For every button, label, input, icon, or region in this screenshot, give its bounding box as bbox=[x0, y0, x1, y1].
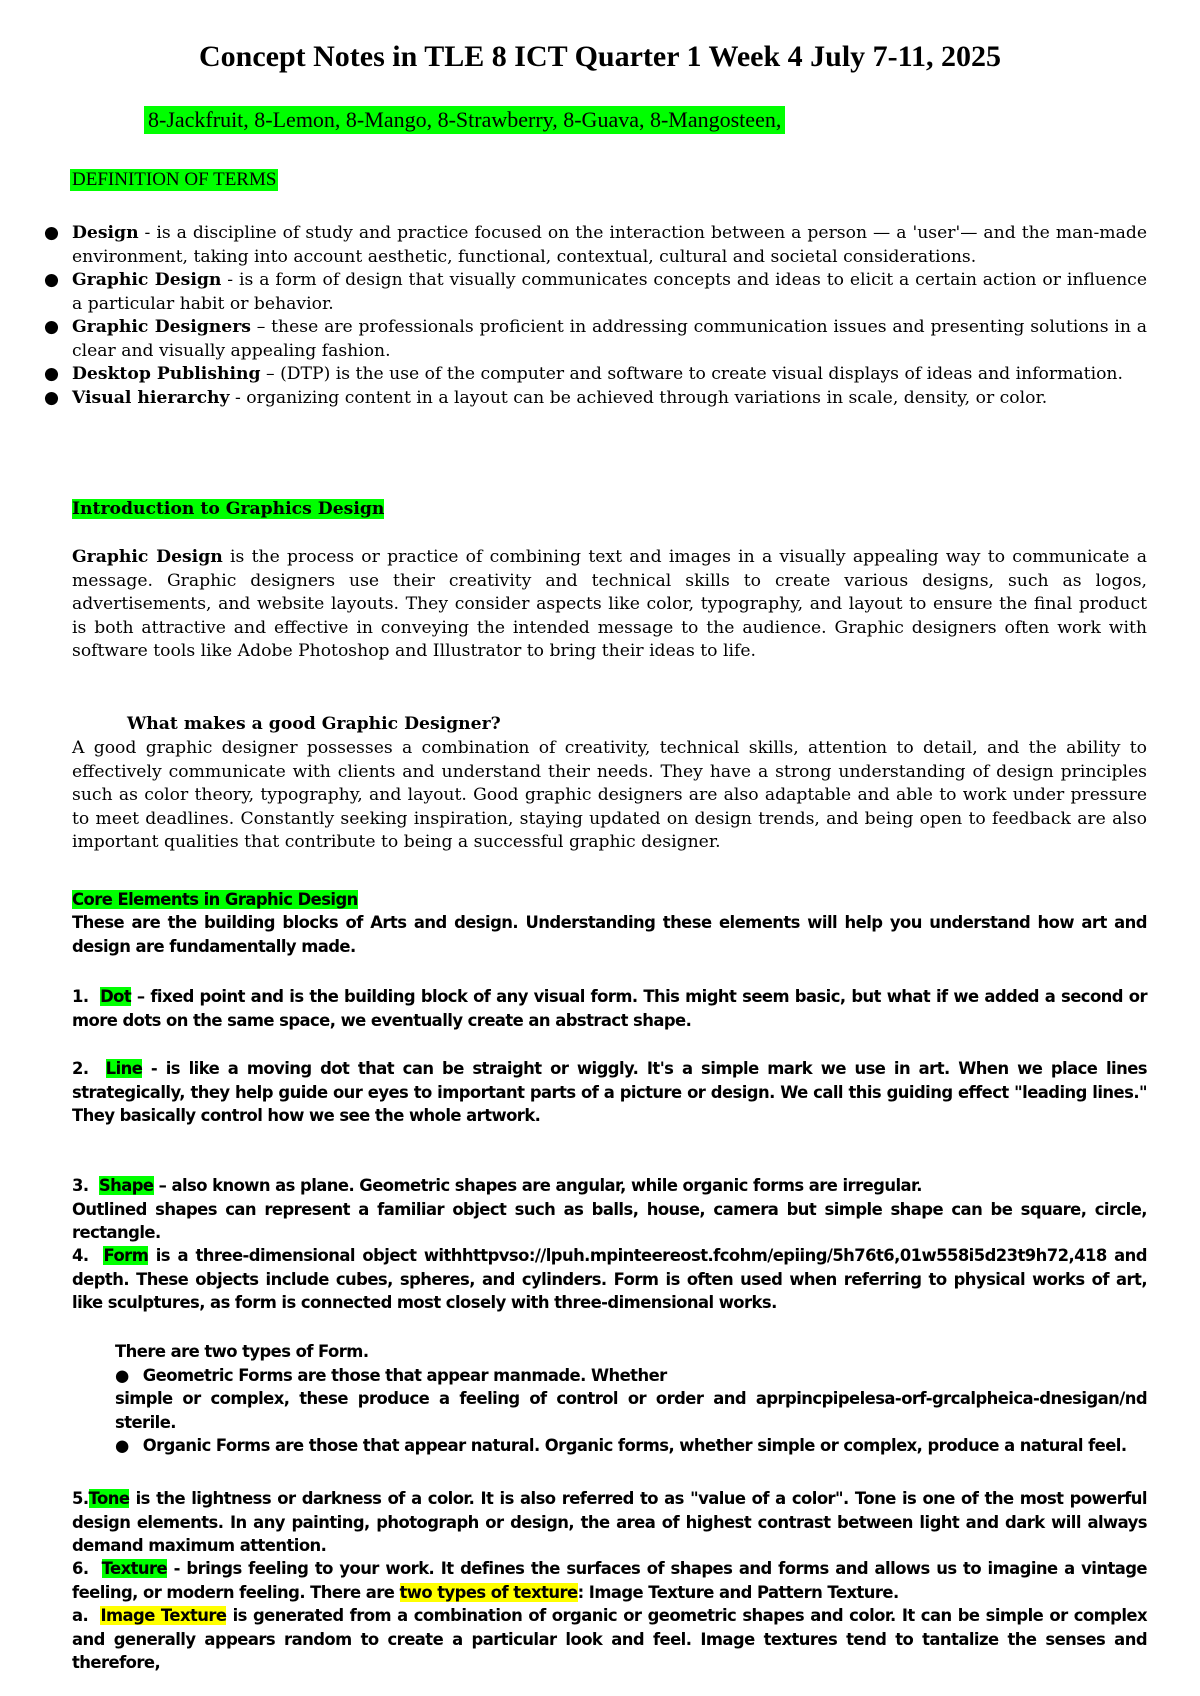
texture-text-a: - brings feeling to your work. It defines the surfaces of shapes and forms and allows us to imagine a vintage feeling, or modern feeling. There are bbox=[72, 1559, 1147, 1602]
definitions-heading: DEFINITION OF TERMS bbox=[72, 169, 277, 190]
element-image-texture bbox=[72, 1604, 1147, 1675]
bullet-icon: ● bbox=[44, 270, 59, 290]
page-title: Concept Notes in TLE 8 ICT Quarter 1 Week 4 July 7-11, 2025 bbox=[198, 40, 1001, 73]
line-term: Line bbox=[105, 1059, 143, 1078]
definition-term: Design bbox=[72, 223, 139, 243]
core-heading-block bbox=[72, 888, 1147, 912]
element-shape bbox=[72, 1174, 1147, 1245]
dot-term: Dot bbox=[100, 987, 132, 1006]
class-sections: 8-Jackfruit, 8-Lemon, 8-Mango, 8-Strawberry, 8-Guava, 8-Mangosteen, bbox=[144, 106, 785, 134]
organic-forms-text: Organic Forms are those that appear natural. Organic forms, whether simple or complex, produce a natural feel. bbox=[142, 1436, 1127, 1455]
item-number: 4. bbox=[72, 1246, 89, 1265]
bullet-icon: ● bbox=[44, 387, 59, 408]
definition-text: - is a discipline of study and practice focused on the interaction between a person — a 'user'— and the man-made environment, taking into account aesthetic, functional, contextual, cultural and societal considerations. bbox=[72, 223, 1147, 267]
bullet-icon: ● bbox=[115, 1365, 129, 1385]
item-number: 1. bbox=[72, 987, 89, 1006]
tone-term: Tone bbox=[88, 1489, 130, 1508]
definition-item bbox=[44, 269, 1147, 316]
bullet-icon: ● bbox=[44, 317, 59, 337]
form-term: Form bbox=[103, 1246, 149, 1265]
definition-text: – these are professionals proficient in addressing communication issues and presenting solutions in a clear and visually appealing fashion. bbox=[72, 317, 1148, 361]
core-heading: Core Elements in Graphic Design bbox=[72, 890, 358, 909]
definition-text: – (DTP) is the use of the computer and software to create visual displays of ideas and information. bbox=[260, 364, 1123, 384]
organic-forms bbox=[72, 1434, 1147, 1458]
image-texture-term: Image Texture bbox=[100, 1606, 227, 1625]
texture-term: Texture bbox=[101, 1559, 168, 1578]
good-designer-heading: What makes a good Graphic Designer? bbox=[127, 714, 501, 734]
tone-text: is the lightness or darkness of a color. It is also referred to as "value of a color". Tone is one of the most powerful design elements. In any painting, photograph or design, the area of highest contrast between light and dark will always demand maximum attention. bbox=[72, 1489, 1147, 1555]
form-types bbox=[72, 1340, 1147, 1458]
definition-term: Visual hierarchy bbox=[72, 387, 230, 408]
image-texture-text: is generated from a combination of organic or geometric shapes and color. It can be simple or complex and generally appears random to create a particular look and feel. Image textures tend to tantalize the senses and therefore, bbox=[72, 1606, 1147, 1672]
bullet-icon: ● bbox=[115, 1436, 129, 1455]
definition-term: Graphic Designers bbox=[72, 317, 251, 337]
element-texture bbox=[72, 1557, 1147, 1604]
definition-text: - is a form of design that visually communicates concepts and ideas to elicit a certain action or influence a particular habit or behavior. bbox=[72, 270, 1147, 314]
definition-item bbox=[44, 222, 1147, 269]
shape-text: – also known as plane. Geometric shapes are angular, while organic forms are irregular. bbox=[153, 1176, 922, 1195]
texture-text-b: : Image Texture and Pattern Texture. bbox=[577, 1582, 899, 1602]
bullet-icon: ● bbox=[44, 223, 59, 243]
definition-item bbox=[44, 316, 1148, 363]
definition-text: - organizing content in a layout can be achieved through variations in scale, density, or color. bbox=[229, 387, 1048, 408]
texture-highlight: two types of texture bbox=[399, 1582, 578, 1602]
bullet-icon: ● bbox=[44, 364, 59, 384]
element-dot bbox=[72, 985, 1147, 1032]
good-designer-paragraph: A good graphic designer possesses a combination of creativity, technical skills, attention to detail, and the ability to effectively communicate with clients and understand their needs. They have a strong understanding of design principles such as color theory, typography, and layout. Good graphic designers are also adaptable and able to work under pressure to meet deadlines. Constantly seeking inspiration, staying updated on design trends, and being open to feedback are also important qualities that contribute to being a successful graphic designer. bbox=[72, 738, 1147, 852]
element-form bbox=[72, 1244, 1147, 1315]
definition-term: Desktop Publishing bbox=[72, 364, 261, 384]
shape-text-2: Outlined shapes can represent a familiar object such as balls, house, camera but simple shape can be square, circle, rectangle. bbox=[72, 1199, 1147, 1242]
form-text: is a three-dimensional object withhttpvso://lpuh.mpinteereost.fcohm/epiing/5h76t6,01w558i5d23t9h72,418 and depth. These objects include cubes, spheres, and cylinders. Form is often used when referring to physical works of art, like sculptures, as form is connected most closely with three-dimensional works. bbox=[72, 1246, 1147, 1312]
dot-text: – fixed point and is the building block of any visual form. This might seem basic, but what if we added a second or more dots on the same space, we eventually create an abstract shape. bbox=[72, 987, 1147, 1030]
element-tone bbox=[72, 1487, 1147, 1558]
core-intro: These are the building blocks of Arts and design. Understanding these elements will help you understand how art and design are fundamentally made. bbox=[72, 913, 1147, 956]
item-number: 5. bbox=[72, 1489, 89, 1508]
definitions-list bbox=[44, 222, 1148, 410]
line-text: - is like a moving dot that can be straight or wiggly. It's a simple mark we use in art. When we place lines strategically, they help guide our eyes to important parts of a picture or design. We call this guiding effect "leading lines." They basically control how we see the whole artwork. bbox=[72, 1059, 1147, 1125]
intro-paragraph bbox=[72, 546, 1147, 664]
intro-lead: Graphic Design bbox=[72, 547, 223, 567]
shape-term: Shape bbox=[98, 1176, 154, 1195]
item-number: 6. bbox=[72, 1559, 89, 1578]
intro-heading-block bbox=[72, 498, 1147, 522]
geometric-forms-cont: simple or complex, these produce a feeling of control or order and aprpincpipelesa-orf-grcalpheica-dnesigan/nd sterile. bbox=[115, 1389, 1147, 1432]
geometric-forms-text: Geometric Forms are those that appear manmade. Whether bbox=[142, 1365, 667, 1385]
intro-heading: Introduction to Graphics Design bbox=[72, 499, 385, 519]
definition-item bbox=[44, 363, 1147, 387]
definition-item bbox=[44, 387, 1147, 411]
item-number: a. bbox=[72, 1606, 89, 1625]
definition-term: Graphic Design bbox=[72, 270, 222, 290]
good-designer-heading-block bbox=[72, 713, 1147, 737]
form-types-lead: There are two types of Form. bbox=[115, 1342, 369, 1361]
item-number: 3. bbox=[72, 1176, 89, 1195]
intro-text: is the process or practice of combining text and images in a visually appealing way to communicate a message. Graphic designers use their creativity and technical skills to create various designs, such as logos, advertisements, and website layouts. They consider aspects like color, typography, and layout to ensure the final product is both attractive and effective in conveying the intended message to the audience. Graphic designers often work with software tools like Adobe Photoshop and Illustrator to bring their ideas to life. bbox=[72, 547, 1147, 661]
element-line bbox=[72, 1057, 1147, 1128]
item-number: 2. bbox=[72, 1059, 89, 1078]
geometric-forms bbox=[72, 1364, 1147, 1388]
